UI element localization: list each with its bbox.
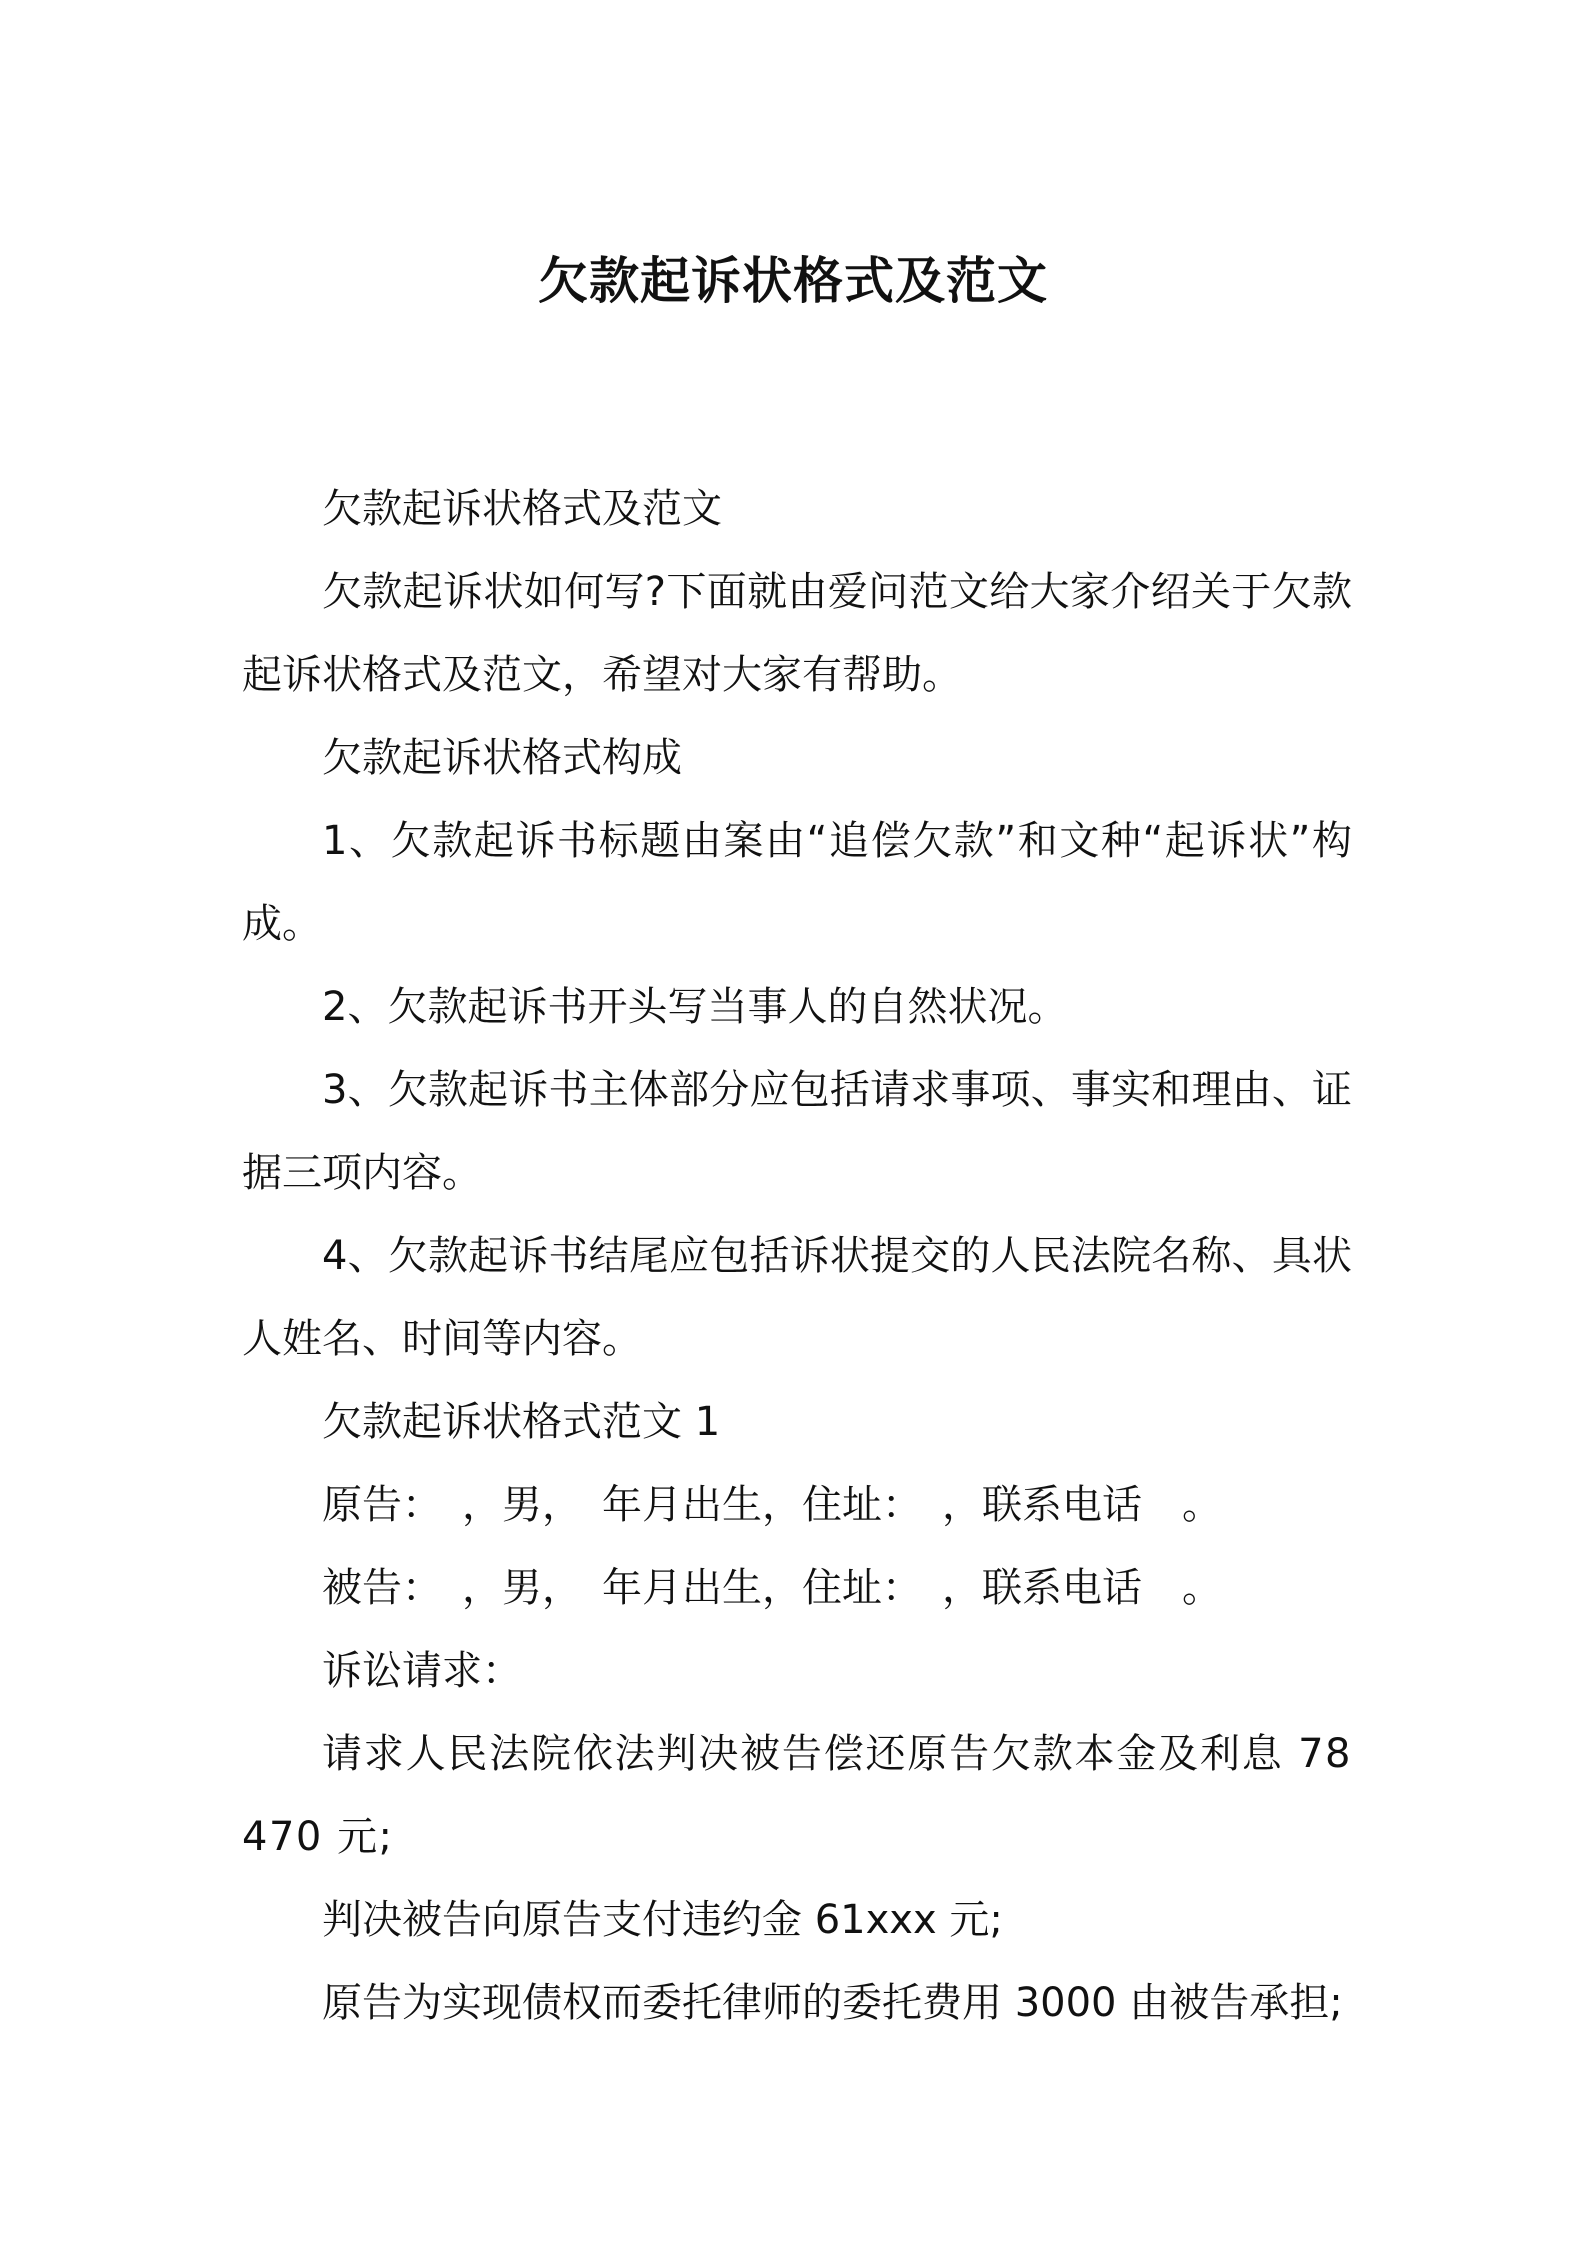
paragraph-claim-1: 请求人民法院依法判决被告偿还原告欠款本金及利息 78470 元; [242, 1731, 1352, 1860]
paragraph-intro: 欠款起诉状如何写?下面就由爱问范文给大家介绍关于欠款起诉状格式及范文，希望对大家有帮助。 [242, 569, 1352, 698]
paragraph-plaintiff: 原告： ，男， 年月出生，住址： ，联系电话 。 [322, 1482, 1222, 1528]
paragraph-heading-sample: 欠款起诉状格式范文 1 [322, 1399, 721, 1445]
paragraph-item-2: 2、欠款起诉书开头写当事人的自然状况。 [322, 984, 1068, 1030]
document-title: 欠款起诉状格式及范文 [538, 252, 1048, 310]
paragraph-claim-2: 判决被告向原告支付违约金 61xxx 元; [322, 1897, 1003, 1943]
paragraph-claim-3: 原告为实现债权而委托律师的委托费用 3000 由被告承担; [322, 1980, 1343, 2026]
document-body [242, 468, 1352, 2045]
paragraph-defendant: 被告： ，男， 年月出生，住址： ，联系电话 。 [322, 1565, 1222, 1611]
paragraph-item-3: 3、欠款起诉书主体部分应包括请求事项、事实和理由、证据三项内容。 [242, 1067, 1352, 1196]
paragraph-heading-format: 欠款起诉状格式构成 [322, 735, 682, 781]
paragraph-claims-heading: 诉讼请求： [322, 1648, 522, 1694]
paragraph-item-4: 4、欠款起诉书结尾应包括诉状提交的人民法院名称、具状人姓名、时间等内容。 [242, 1233, 1352, 1362]
paragraph-item-1: 1、欠款起诉书标题由案由“追偿欠款”和文种“起诉状”构成。 [242, 818, 1352, 947]
paragraph-subtitle: 欠款起诉状格式及范文 [322, 486, 722, 532]
